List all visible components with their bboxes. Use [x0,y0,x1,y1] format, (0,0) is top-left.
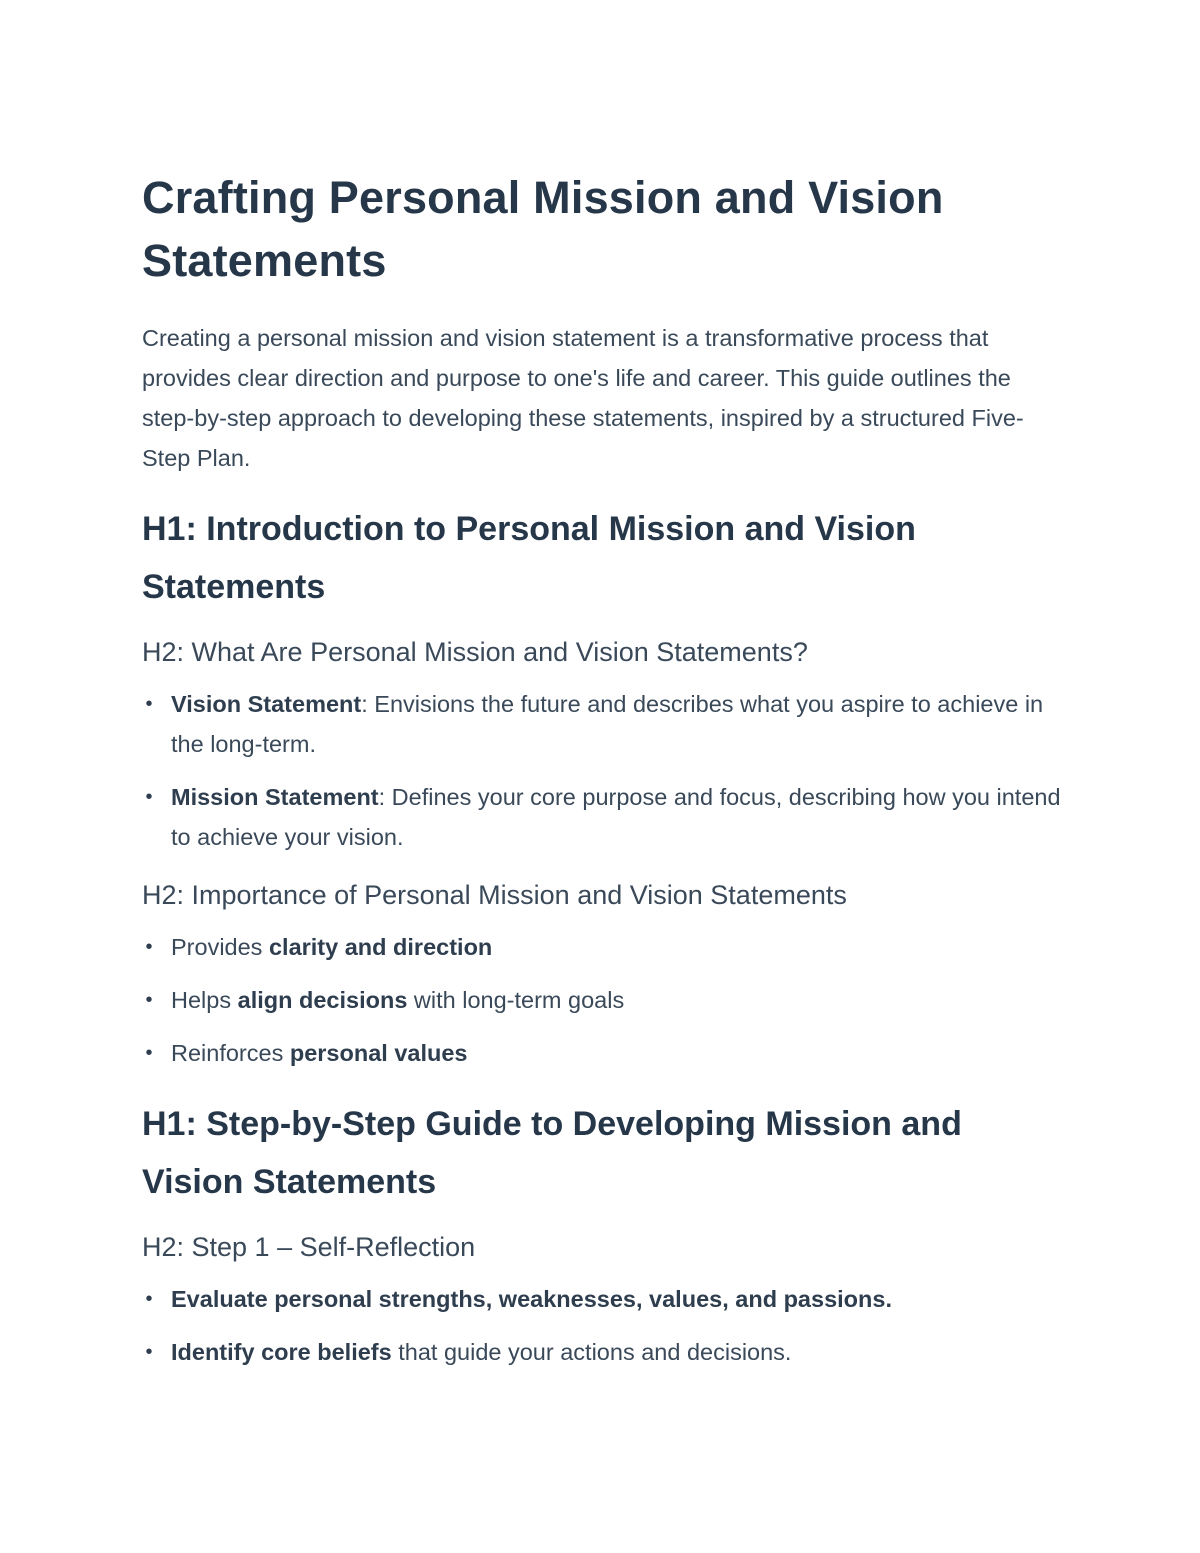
list-item-term: Mission Statement [171,784,379,810]
bullet-icon: • [145,1341,153,1363]
subheading-step-1: H2: Step 1 – Self-Reflection [142,1232,476,1262]
list-item [142,980,1062,1020]
importance-list [142,927,1062,1073]
bullet-icon: • [145,786,153,808]
list-item [142,1332,1062,1372]
intro-paragraph: Creating a personal mission and vision statement is a transformative process that provides clear direction and purpose to one's life and career. This guide outlines the step-by-step approach to developing these statements, inspired by a structured Five-Step Plan. [142,325,1024,471]
bullet-icon: • [145,989,153,1011]
list-item-text: : Defines your core purpose and focus, describing how you intend to achieve your vision. [171,784,1061,850]
list-item [142,927,1062,967]
list-item-text: that guide your actions and decisions. [391,1339,792,1365]
list-item-text: : Envisions the future and describes what you aspire to achieve in the long-term. [171,691,1044,757]
step-1-list [142,1279,1062,1372]
list-item-emphasis: personal values [289,1040,468,1066]
bullet-icon: • [145,693,153,715]
list-item-text: Provides [171,934,269,960]
list-item-text: Helps [171,987,238,1013]
list-item-text: with long-term goals [407,987,625,1013]
list-item [142,684,1062,764]
subheading-importance: H2: Importance of Personal Mission and Vision Statements [142,880,847,910]
list-item [142,1279,1062,1319]
document-title: Crafting Personal Mission and Vision Statements [142,172,944,286]
bullet-icon: • [145,1042,153,1064]
bullet-icon: • [145,936,153,958]
list-item-emphasis: Evaluate personal strengths, weaknesses, values, and passions. [171,1286,892,1312]
section-heading-step-by-step: H1: Step-by-Step Guide to Developing Mission and Vision Statements [142,1105,962,1201]
subheading-what-are-statements: H2: What Are Personal Mission and Vision Statements? [142,637,808,667]
list-item-text: Reinforces [171,1040,290,1066]
section-heading-introduction: H1: Introduction to Personal Mission and Vision Statements [142,510,916,606]
bullet-icon: • [145,1288,153,1310]
list-item [142,777,1062,857]
list-item-emphasis: clarity and direction [268,934,493,960]
list-item-emphasis: Identify core beliefs [171,1339,392,1365]
list-item-term: Vision Statement [171,691,362,717]
document-page [142,166,1062,1372]
list-item-emphasis: align decisions [237,987,408,1013]
list-item [142,1033,1062,1073]
definitions-list [142,684,1062,857]
